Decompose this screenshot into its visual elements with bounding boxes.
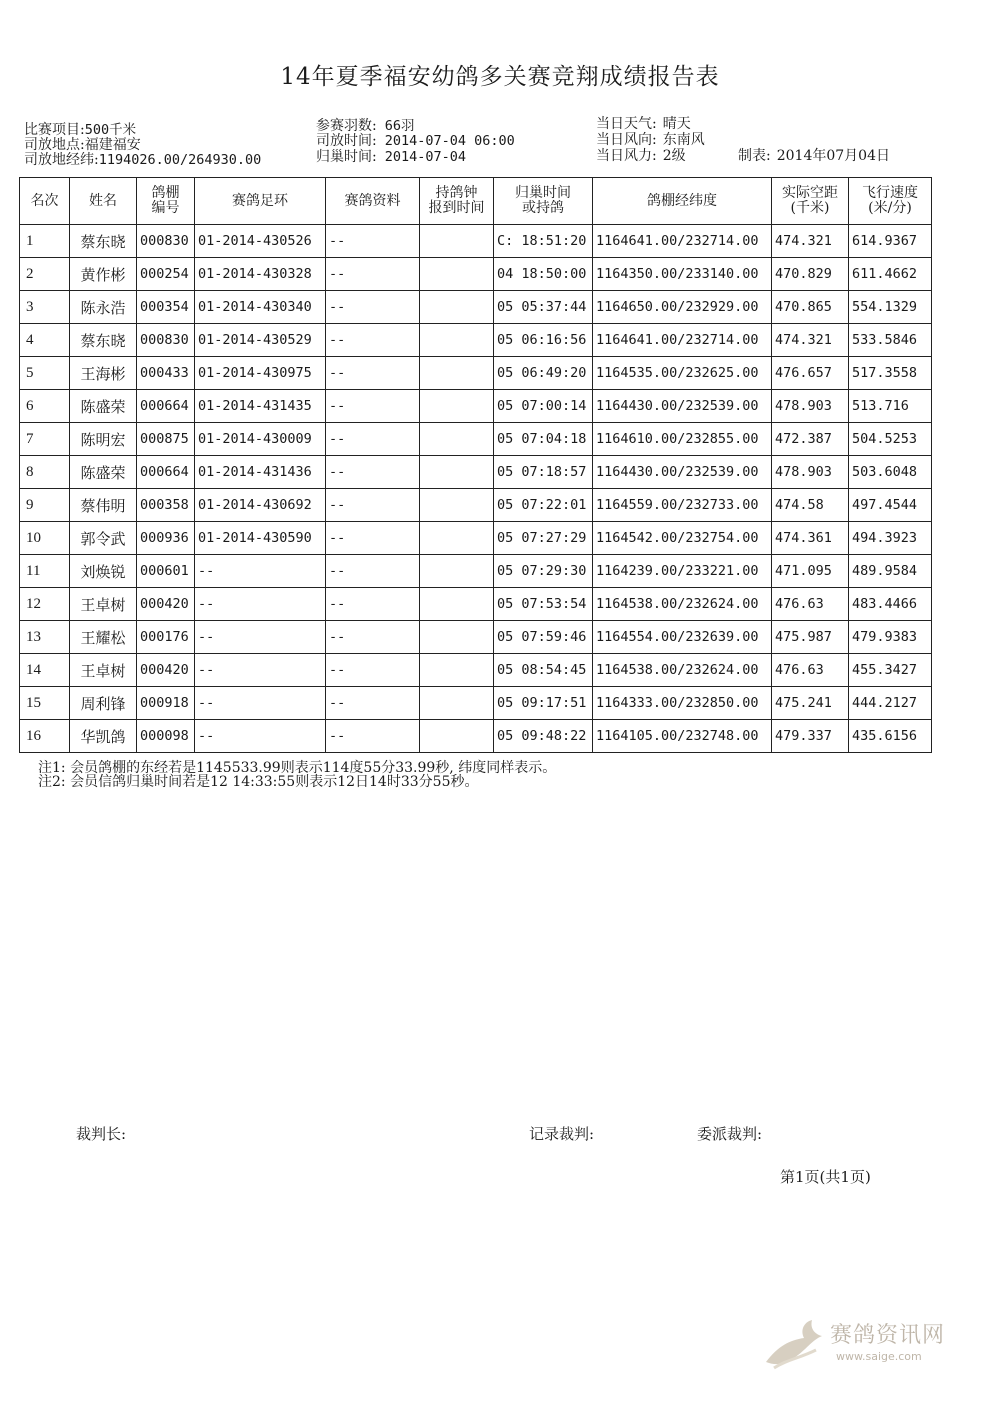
cell-clock <box>420 489 494 522</box>
cell-rank: 1 <box>20 225 70 258</box>
cell-speed: 533.5846 <box>849 324 932 357</box>
made-value: 2014年07月04日 <box>776 148 890 164</box>
cell-coords: 1164538.00/232624.00 <box>593 588 772 621</box>
cell-clock <box>420 687 494 720</box>
return-time-field <box>316 150 466 164</box>
cell-distance: 474.58 <box>772 489 849 522</box>
cell-name: 王卓树 <box>70 588 137 621</box>
cell-rank: 6 <box>20 390 70 423</box>
page-title: 14年夏季福安幼鸽多关赛竞翔成绩报告表 <box>280 64 720 90</box>
release-coords-label: 司放地经纬: <box>24 152 99 168</box>
table-row <box>20 390 932 423</box>
cell-info: -- <box>326 291 420 324</box>
event-value: 500千米 <box>84 122 137 138</box>
event-field <box>24 123 136 137</box>
cell-name: 刘焕锐 <box>70 555 137 588</box>
cell-distance: 475.987 <box>772 621 849 654</box>
cell-clock <box>420 225 494 258</box>
table-row <box>20 588 932 621</box>
table-row <box>20 621 932 654</box>
cell-distance: 479.337 <box>772 720 849 753</box>
cell-loft: 000875 <box>137 423 195 456</box>
wind-force-label: 当日风力: <box>596 148 657 164</box>
cell-info: -- <box>326 456 420 489</box>
table-row <box>20 489 932 522</box>
cell-return: 05 07:18:57 <box>494 456 593 489</box>
cell-clock <box>420 555 494 588</box>
cell-info: -- <box>326 258 420 291</box>
header-clock-line2: 报到时间 <box>428 200 485 216</box>
cell-loft: 000420 <box>137 654 195 687</box>
note-1: 注1: 会员鸽棚的东经若是1145533.99则表示114度55分33.99秒, 纬度同样表示。 <box>38 760 557 776</box>
cell-name: 华凯鸽 <box>70 720 137 753</box>
header-distance <box>772 178 849 225</box>
cell-distance: 471.095 <box>772 555 849 588</box>
release-coords-value: 1194026.00/264930.00 <box>98 152 262 168</box>
cell-ring: 01-2014-431436 <box>195 456 326 489</box>
chief-referee-label: 裁判长: <box>76 1125 127 1143</box>
cell-coords: 1164610.00/232855.00 <box>593 423 772 456</box>
event-label: 比赛项目: <box>24 122 85 138</box>
cell-coords: 1164333.00/232850.00 <box>593 687 772 720</box>
cell-coords: 1164554.00/232639.00 <box>593 621 772 654</box>
cell-name: 王卓树 <box>70 654 137 687</box>
notes <box>38 761 556 789</box>
cell-return: 05 05:37:44 <box>494 291 593 324</box>
cell-clock <box>420 390 494 423</box>
table-row <box>20 357 932 390</box>
header-name: 姓名 <box>70 178 137 225</box>
header-loft-id-line1: 鸽棚 <box>151 185 180 201</box>
table-row <box>20 654 932 687</box>
cell-speed: 503.6048 <box>849 456 932 489</box>
cell-distance: 474.361 <box>772 522 849 555</box>
cell-speed: 479.9383 <box>849 621 932 654</box>
header-return-line1: 归巢时间 <box>515 185 571 201</box>
pigeon-logo-icon <box>760 1310 830 1380</box>
cell-loft: 000664 <box>137 390 195 423</box>
cell-ring: -- <box>195 654 326 687</box>
cell-coords: 1164650.00/232929.00 <box>593 291 772 324</box>
cell-rank: 14 <box>20 654 70 687</box>
cell-rank: 16 <box>20 720 70 753</box>
cell-speed: 611.4662 <box>849 258 932 291</box>
cell-clock <box>420 258 494 291</box>
recording-referee-label: 记录裁判: <box>529 1125 595 1143</box>
cell-clock <box>420 588 494 621</box>
cell-return: 05 07:27:29 <box>494 522 593 555</box>
cell-ring: 01-2014-430529 <box>195 324 326 357</box>
cell-loft: 000354 <box>137 291 195 324</box>
weather-field <box>596 117 691 131</box>
cell-return: 05 09:48:22 <box>494 720 593 753</box>
cell-loft: 000936 <box>137 522 195 555</box>
cell-name: 陈明宏 <box>70 423 137 456</box>
cell-rank: 9 <box>20 489 70 522</box>
cell-return: 05 06:49:20 <box>494 357 593 390</box>
header-distance-line2: (千米) <box>790 200 830 216</box>
cell-coords: 1164430.00/232539.00 <box>593 456 772 489</box>
cell-info: -- <box>326 390 420 423</box>
cell-distance: 475.241 <box>772 687 849 720</box>
watermark <box>760 1310 980 1390</box>
header-distance-line1: 实际空距 <box>782 185 838 201</box>
cell-return: 05 06:16:56 <box>494 324 593 357</box>
cell-clock <box>420 522 494 555</box>
entries-field <box>316 119 414 133</box>
release-place-field <box>24 138 141 152</box>
header-ring: 赛鸽足环 <box>195 178 326 225</box>
cell-clock <box>420 324 494 357</box>
cell-loft: 000098 <box>137 720 195 753</box>
cell-info: -- <box>326 489 420 522</box>
cell-rank: 5 <box>20 357 70 390</box>
cell-ring: 01-2014-430009 <box>195 423 326 456</box>
cell-loft: 000176 <box>137 621 195 654</box>
return-time-value: 2014-07-04 <box>384 149 466 165</box>
cell-info: -- <box>326 621 420 654</box>
cell-clock <box>420 423 494 456</box>
cell-return: 05 08:54:45 <box>494 654 593 687</box>
cell-return: 05 07:00:14 <box>494 390 593 423</box>
header-speed-line1: 飞行速度 <box>862 185 918 201</box>
cell-info: -- <box>326 225 420 258</box>
release-place-label: 司放地点: <box>24 137 85 153</box>
cell-distance: 476.63 <box>772 654 849 687</box>
cell-ring: -- <box>195 720 326 753</box>
header-loft-id-line2: 编号 <box>151 200 180 216</box>
made-date-field <box>738 149 890 163</box>
cell-clock <box>420 291 494 324</box>
cell-coords: 1164535.00/232625.00 <box>593 357 772 390</box>
made-label: 制表: <box>738 148 771 164</box>
cell-speed: 614.9367 <box>849 225 932 258</box>
cell-distance: 470.865 <box>772 291 849 324</box>
header-rank: 名次 <box>20 178 70 225</box>
cell-speed: 497.4544 <box>849 489 932 522</box>
cell-clock <box>420 456 494 489</box>
cell-speed: 455.3427 <box>849 654 932 687</box>
cell-speed: 517.3558 <box>849 357 932 390</box>
header-return <box>494 178 593 225</box>
cell-coords: 1164239.00/233221.00 <box>593 555 772 588</box>
cell-loft: 000664 <box>137 456 195 489</box>
wind-force-value: 2级 <box>662 148 686 164</box>
cell-coords: 1164641.00/232714.00 <box>593 225 772 258</box>
cell-ring: 01-2014-431435 <box>195 390 326 423</box>
cell-ring: 01-2014-430975 <box>195 357 326 390</box>
cell-speed: 483.4466 <box>849 588 932 621</box>
cell-name: 陈盛荣 <box>70 390 137 423</box>
cell-clock <box>420 357 494 390</box>
release-time-label: 司放时间: <box>316 133 377 149</box>
cell-coords: 1164105.00/232748.00 <box>593 720 772 753</box>
table-row <box>20 555 932 588</box>
page-indicator: 第1页(共1页) <box>780 1168 871 1186</box>
header-speed <box>849 178 932 225</box>
cell-ring: 01-2014-430526 <box>195 225 326 258</box>
cell-coords: 1164641.00/232714.00 <box>593 324 772 357</box>
table-header-row <box>20 178 932 225</box>
cell-info: -- <box>326 555 420 588</box>
cell-loft: 000830 <box>137 324 195 357</box>
cell-name: 周利锋 <box>70 687 137 720</box>
cell-name: 郭令武 <box>70 522 137 555</box>
cell-coords: 1164430.00/232539.00 <box>593 390 772 423</box>
header-return-line2: 或持鸽 <box>522 200 564 216</box>
cell-name: 蔡伟明 <box>70 489 137 522</box>
cell-distance: 472.387 <box>772 423 849 456</box>
cell-info: -- <box>326 522 420 555</box>
header-clock <box>420 178 494 225</box>
cell-return: 05 07:29:30 <box>494 555 593 588</box>
cell-distance: 478.903 <box>772 456 849 489</box>
cell-clock <box>420 654 494 687</box>
cell-ring: 01-2014-430692 <box>195 489 326 522</box>
header-loft-id <box>137 178 195 225</box>
cell-return: 05 07:53:54 <box>494 588 593 621</box>
cell-name: 陈永浩 <box>70 291 137 324</box>
cell-loft: 000433 <box>137 357 195 390</box>
cell-rank: 10 <box>20 522 70 555</box>
cell-distance: 474.321 <box>772 324 849 357</box>
watermark-text: 赛鸽资讯网 <box>830 1323 946 1348</box>
table-row <box>20 291 932 324</box>
cell-info: -- <box>326 357 420 390</box>
cell-name: 王耀松 <box>70 621 137 654</box>
cell-info: -- <box>326 588 420 621</box>
cell-ring: -- <box>195 621 326 654</box>
watermark-url: www.saige.com <box>836 1350 922 1363</box>
cell-distance: 476.657 <box>772 357 849 390</box>
cell-coords: 1164542.00/232754.00 <box>593 522 772 555</box>
table-row <box>20 225 932 258</box>
cell-ring: -- <box>195 687 326 720</box>
table-body <box>20 225 932 753</box>
cell-coords: 1164538.00/232624.00 <box>593 654 772 687</box>
cell-loft: 000830 <box>137 225 195 258</box>
cell-distance: 478.903 <box>772 390 849 423</box>
cell-name: 蔡东晓 <box>70 225 137 258</box>
cell-speed: 444.2127 <box>849 687 932 720</box>
cell-name: 陈盛荣 <box>70 456 137 489</box>
wind-dir-field <box>596 133 705 147</box>
cell-loft: 000918 <box>137 687 195 720</box>
cell-clock <box>420 621 494 654</box>
delegated-referee-label: 委派裁判: <box>697 1125 763 1143</box>
cell-rank: 8 <box>20 456 70 489</box>
results-table <box>19 177 932 753</box>
cell-loft: 000358 <box>137 489 195 522</box>
cell-rank: 13 <box>20 621 70 654</box>
table-row <box>20 687 932 720</box>
cell-distance: 476.63 <box>772 588 849 621</box>
cell-speed: 504.5253 <box>849 423 932 456</box>
cell-speed: 489.9584 <box>849 555 932 588</box>
cell-return: 05 09:17:51 <box>494 687 593 720</box>
cell-return: 05 07:22:01 <box>494 489 593 522</box>
cell-rank: 7 <box>20 423 70 456</box>
cell-rank: 2 <box>20 258 70 291</box>
cell-speed: 554.1329 <box>849 291 932 324</box>
note-2: 注2: 会员信鸽归巢时间若是12 14:33:55则表示12日14时33分55秒。 <box>38 774 479 790</box>
cell-name: 王海彬 <box>70 357 137 390</box>
cell-rank: 11 <box>20 555 70 588</box>
cell-ring: 01-2014-430340 <box>195 291 326 324</box>
table-row <box>20 423 932 456</box>
cell-rank: 3 <box>20 291 70 324</box>
cell-distance: 474.321 <box>772 225 849 258</box>
header-clock-line1: 持鸽钟 <box>435 185 478 201</box>
entries-label: 参赛羽数: <box>316 118 377 134</box>
cell-info: -- <box>326 654 420 687</box>
weather-value: 晴天 <box>662 116 691 132</box>
cell-return: 04 18:50:00 <box>494 258 593 291</box>
cell-coords: 1164559.00/232733.00 <box>593 489 772 522</box>
table-row <box>20 258 932 291</box>
cell-rank: 4 <box>20 324 70 357</box>
cell-ring: 01-2014-430328 <box>195 258 326 291</box>
wind-dir-value: 东南风 <box>662 132 705 148</box>
header-speed-line2: (米/分) <box>868 200 912 216</box>
table-row <box>20 456 932 489</box>
cell-ring: -- <box>195 588 326 621</box>
header-coords: 鸽棚经纬度 <box>593 178 772 225</box>
table-row <box>20 324 932 357</box>
wind-force-field <box>596 149 686 163</box>
header-info: 赛鸽资料 <box>326 178 420 225</box>
weather-label: 当日天气: <box>596 116 657 132</box>
entries-value: 66羽 <box>384 118 415 134</box>
cell-clock <box>420 720 494 753</box>
cell-coords: 1164350.00/233140.00 <box>593 258 772 291</box>
cell-info: -- <box>326 423 420 456</box>
cell-info: -- <box>326 324 420 357</box>
return-time-label: 归巢时间: <box>316 149 377 165</box>
table-row <box>20 522 932 555</box>
wind-dir-label: 当日风向: <box>596 132 657 148</box>
cell-name: 蔡东晓 <box>70 324 137 357</box>
cell-return: 05 07:59:46 <box>494 621 593 654</box>
cell-loft: 000601 <box>137 555 195 588</box>
cell-distance: 470.829 <box>772 258 849 291</box>
cell-loft: 000420 <box>137 588 195 621</box>
cell-speed: 513.716 <box>849 390 932 423</box>
release-place-value: 福建福安 <box>84 137 141 153</box>
release-coords-field <box>24 153 261 167</box>
cell-rank: 15 <box>20 687 70 720</box>
cell-name: 黄作彬 <box>70 258 137 291</box>
cell-info: -- <box>326 687 420 720</box>
cell-return: C: 18:51:20 <box>494 225 593 258</box>
cell-rank: 12 <box>20 588 70 621</box>
cell-speed: 435.6156 <box>849 720 932 753</box>
cell-return: 05 07:04:18 <box>494 423 593 456</box>
cell-info: -- <box>326 720 420 753</box>
release-time-field <box>316 134 515 148</box>
cell-speed: 494.3923 <box>849 522 932 555</box>
release-time-value: 2014-07-04 06:00 <box>384 133 515 149</box>
cell-ring: 01-2014-430590 <box>195 522 326 555</box>
cell-loft: 000254 <box>137 258 195 291</box>
table-row <box>20 720 932 753</box>
cell-ring: -- <box>195 555 326 588</box>
